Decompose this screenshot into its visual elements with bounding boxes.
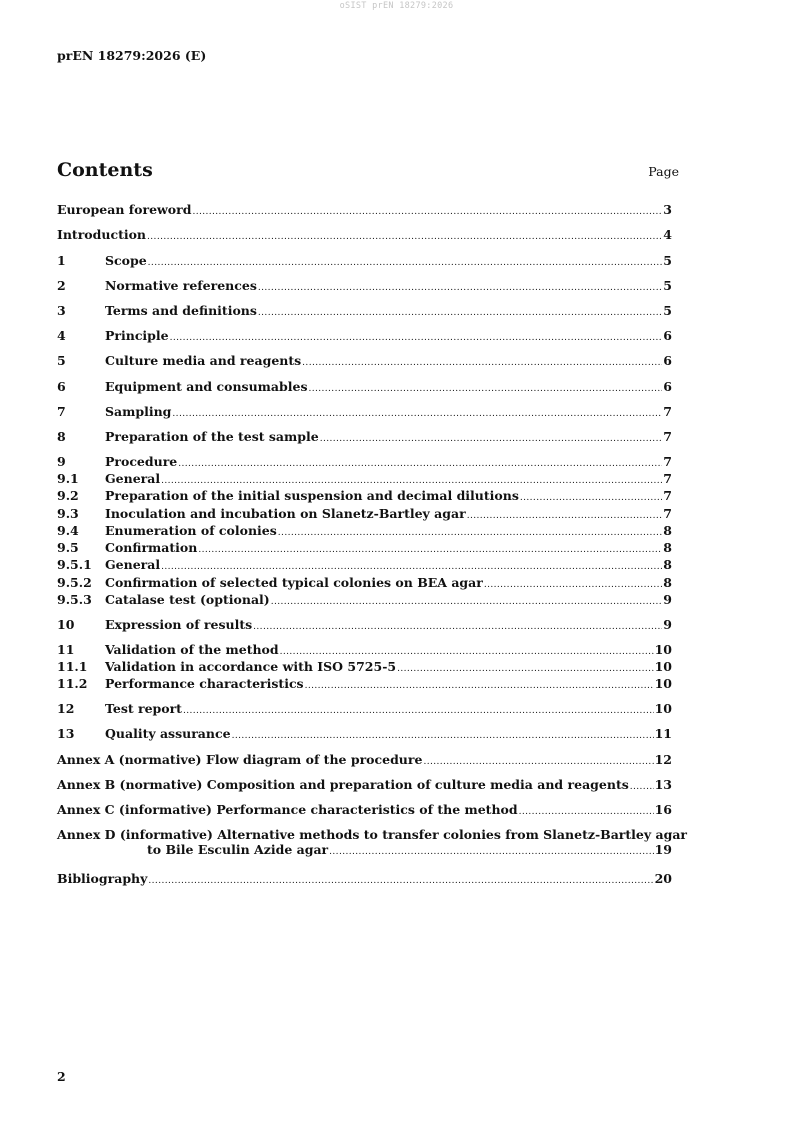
toc-entry[interactable]	[57, 429, 672, 447]
dot-leader	[192, 202, 662, 220]
dot-leader	[519, 802, 654, 820]
toc-entry-title-continuation	[57, 842, 672, 860]
toc-entry-page: 10	[654, 701, 672, 716]
toc-entry-title: European foreword	[57, 202, 192, 217]
toc-entry-title: Culture media and reagents	[105, 353, 302, 368]
toc-entry[interactable]	[57, 278, 672, 296]
toc-entry-page: 7	[663, 429, 672, 444]
toc-entry-number: 11	[57, 642, 75, 657]
dot-leader	[308, 379, 662, 397]
toc-entry-number: 1	[57, 253, 66, 268]
toc-entry[interactable]	[57, 328, 672, 346]
toc-entry-title: Confirmation of selected typical colonies on BEA agar	[105, 575, 483, 590]
toc-entry[interactable]	[57, 454, 672, 472]
dot-leader	[258, 303, 662, 321]
toc-entry-number: 5	[57, 353, 66, 368]
toc-entry-page: 5	[663, 303, 672, 318]
dot-leader	[271, 592, 663, 610]
dot-leader	[467, 506, 663, 524]
toc-entry-page: 5	[663, 278, 672, 293]
toc-entry-page: 10	[654, 659, 672, 674]
toc-entry-number: 9	[57, 454, 66, 469]
toc-entry-page: 19	[654, 842, 672, 857]
toc-entry-number: 9.4	[57, 523, 79, 538]
toc-entry-page: 6	[663, 328, 672, 343]
dot-leader	[253, 617, 662, 635]
dot-leader	[183, 701, 654, 719]
toc-entry-title: Procedure	[105, 454, 178, 469]
dot-leader	[232, 726, 654, 744]
toc-entry[interactable]	[57, 617, 672, 635]
toc-entry[interactable]	[57, 471, 672, 489]
dot-leader	[280, 642, 654, 660]
toc-entry[interactable]	[57, 488, 672, 506]
toc-entry-page: 16	[654, 802, 672, 817]
toc-entry-page: 5	[663, 253, 672, 268]
dot-leader	[258, 278, 662, 296]
toc-entry-page: 9	[663, 617, 672, 632]
toc-entry-page: 7	[663, 454, 672, 469]
dot-leader	[520, 488, 662, 506]
toc-entry-number: 7	[57, 404, 66, 419]
toc-entry-page: 10	[654, 642, 672, 657]
dot-leader	[278, 523, 663, 541]
toc-entry-title: Sampling	[105, 404, 172, 419]
toc-entry-title: Terms and definitions	[105, 303, 257, 318]
toc-entry-number: 10	[57, 617, 75, 632]
toc-entry-title-cont-text: to Bile Esculin Azide agar	[147, 842, 329, 857]
toc-entry-page: 3	[663, 202, 672, 217]
dot-leader	[320, 429, 663, 447]
toc-entry-page: 9	[663, 592, 672, 607]
toc-entry-page: 11	[654, 726, 672, 741]
toc-entry[interactable]	[57, 253, 672, 271]
toc-entry[interactable]	[57, 592, 672, 610]
toc-entry-title: Confirmation	[105, 540, 198, 555]
toc-entry[interactable]	[57, 303, 672, 321]
toc-entry-title: Scope	[105, 253, 147, 268]
dot-leader	[178, 454, 662, 472]
toc-entry-number: 4	[57, 328, 66, 343]
toc-entry-number: 12	[57, 701, 75, 716]
toc-entry-title: Quality assurance	[105, 726, 231, 741]
dot-leader	[397, 659, 654, 677]
toc-entry-number: 9.3	[57, 506, 79, 521]
toc-entry-title: Test report	[105, 701, 182, 716]
toc-entry[interactable]	[57, 701, 672, 719]
toc-entry-title: Validation of the method	[105, 642, 279, 657]
toc-entry-number: 2	[57, 278, 66, 293]
dot-leader	[172, 404, 662, 422]
dot-leader	[305, 676, 654, 694]
dot-leader	[302, 353, 662, 371]
toc-entry-title: Preparation of the test sample	[105, 429, 319, 444]
dot-leader	[161, 557, 662, 575]
toc-entry-number: 9.5.1	[57, 557, 92, 572]
toc-entry[interactable]	[57, 506, 672, 524]
dot-leader	[198, 540, 662, 558]
toc-entry-title: Annex B (normative) Composition and preparation of culture media and reagents	[57, 777, 629, 792]
dot-leader	[329, 842, 653, 860]
page-column-heading: Page	[648, 164, 679, 179]
toc-entry-page: 10	[654, 676, 672, 691]
toc-entry-page: 8	[663, 557, 672, 572]
dot-leader	[148, 253, 663, 271]
toc-entry-page: 8	[663, 540, 672, 555]
toc-entry-page: 7	[663, 404, 672, 419]
toc-entry-number: 9.1	[57, 471, 79, 486]
toc-entry-number: 9.2	[57, 488, 79, 503]
toc-entry-title: Annex A (normative) Flow diagram of the procedure	[57, 752, 423, 767]
toc-entry-number: 11.2	[57, 676, 88, 691]
toc-entry[interactable]	[57, 202, 672, 220]
toc-entry-multiline	[57, 827, 687, 860]
toc-entry-number: 8	[57, 429, 66, 444]
toc-entry-title: Enumeration of colonies	[105, 523, 277, 538]
dot-leader	[170, 328, 663, 346]
toc-entry-title: Introduction	[57, 227, 147, 242]
toc-entry-title: Normative references	[105, 278, 257, 293]
toc-entry-title: General	[105, 557, 161, 572]
watermark: oSIST prEN 18279:2026	[339, 1, 454, 11]
toc-entry-title: Validation in accordance with ISO 5725-5	[105, 659, 397, 674]
toc-entry-page: 7	[663, 488, 672, 503]
toc-entry-title: Performance characteristics	[105, 676, 304, 691]
document-id: prEN 18279:2026 (E)	[57, 48, 207, 63]
dot-leader	[630, 777, 654, 795]
toc-entry-title: Principle	[105, 328, 169, 343]
toc-entry-page: 8	[663, 575, 672, 590]
toc-entry[interactable]	[57, 642, 672, 660]
toc-entry-title: Annex C (informative) Performance characteristics of the method	[57, 802, 518, 817]
toc-entry-title: Inoculation and incubation on Slanetz-Bartley agar	[105, 506, 466, 521]
contents-title: Contents	[57, 159, 153, 181]
dot-leader	[484, 575, 662, 593]
dot-leader	[423, 752, 653, 770]
toc-entry-title: Annex D (informative) Alternative methods to transfer colonies from Slanetz-Bartley agar	[57, 827, 687, 842]
toc-entry-page: 7	[663, 471, 672, 486]
toc-entry-number: 9.5.3	[57, 592, 92, 607]
toc-entry-page: 4	[663, 227, 672, 242]
toc-entry[interactable]	[57, 676, 672, 694]
toc-entry[interactable]	[57, 540, 672, 558]
toc-entry-page: 8	[663, 523, 672, 538]
toc-entry-number: 13	[57, 726, 75, 741]
toc-entry[interactable]	[57, 752, 672, 770]
toc-entry-number: 11.1	[57, 659, 88, 674]
toc-entry[interactable]	[57, 404, 672, 422]
toc-entry[interactable]	[57, 227, 672, 245]
toc-entry-page: 20	[654, 871, 672, 886]
toc-entry-title: Expression of results	[105, 617, 253, 632]
toc-entry-title: Bibliography	[57, 871, 148, 886]
toc-entry-page: 13	[654, 777, 672, 792]
toc-entry-title: General	[105, 471, 161, 486]
toc-entry[interactable]	[57, 871, 672, 889]
toc-entry-page: 6	[663, 379, 672, 394]
toc-entry[interactable]	[57, 827, 687, 860]
toc-entry-number: 9.5.2	[57, 575, 92, 590]
toc-entry[interactable]	[57, 726, 672, 744]
toc-entry[interactable]	[57, 353, 672, 371]
toc-entry[interactable]	[57, 557, 672, 575]
dot-leader	[161, 471, 662, 489]
toc-entry-number: 6	[57, 379, 66, 394]
toc-entry-page: 12	[654, 752, 672, 767]
toc-entry-number: 3	[57, 303, 66, 318]
toc-entry-number: 9.5	[57, 540, 79, 555]
toc-entry[interactable]	[57, 659, 672, 677]
toc-entry[interactable]	[57, 777, 672, 795]
toc-entry-title: Catalase test (optional)	[105, 592, 270, 607]
toc-entry-page: 7	[663, 506, 672, 521]
toc-entry-title: Equipment and consumables	[105, 379, 308, 394]
toc-entry[interactable]	[57, 523, 672, 541]
toc-entry[interactable]	[57, 802, 672, 820]
dot-leader	[148, 871, 653, 889]
dot-leader	[147, 227, 662, 245]
toc-entry-title: Preparation of the initial suspension and decimal dilutions	[105, 488, 519, 503]
toc-entry[interactable]	[57, 379, 672, 397]
page-number: 2	[57, 1069, 66, 1084]
toc-entry[interactable]	[57, 575, 672, 593]
toc-entry-page: 6	[663, 353, 672, 368]
